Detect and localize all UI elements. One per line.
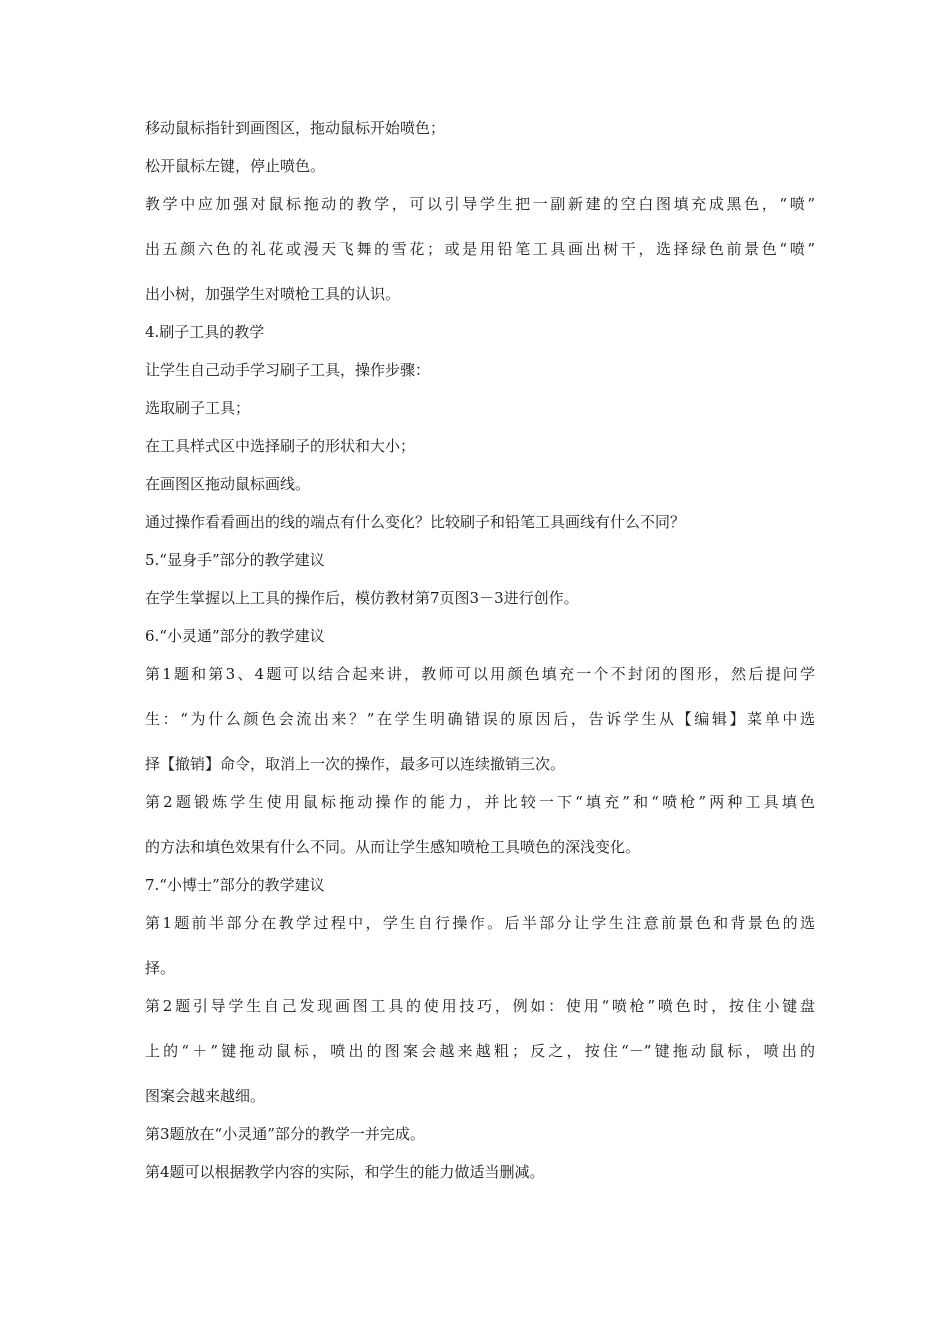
paragraph-line: 移动鼠标指针到画图区，拖动鼠标开始喷色；	[145, 119, 446, 137]
paragraph-line: 第4题可以根据教学内容的实际，和学生的能力做适当删减。	[145, 1163, 545, 1181]
paragraph-line: 在学生掌握以上工具的操作后，模仿教材第7页图3－3进行创作。	[145, 589, 579, 607]
paragraph-line: 在工具样式区中选择刷子的形状和大小；	[145, 437, 416, 455]
paragraph-line: 让学生自己动手学习刷子工具，操作步骤：	[145, 361, 431, 379]
paragraph-line: 图案会越来越细。	[145, 1087, 266, 1105]
paragraph-line: 第3题放在“小灵通”部分的教学一并完成。	[145, 1125, 425, 1143]
document-body	[145, 121, 815, 1180]
paragraph-line: 择。	[145, 959, 176, 977]
paragraph-line: 第1题和第3、4题可以结合起来讲，教师可以用颜色填充一个不封闭的图形，然后提问学	[145, 665, 815, 683]
paragraph-line: 上的“＋”键拖动鼠标，喷出的图案会越来越粗；反之，按住“－”键拖动鼠标，喷出的	[145, 1042, 815, 1060]
section-heading: 4.刷子工具的教学	[145, 323, 265, 341]
section-heading: 5.“显身手”部分的教学建议	[145, 551, 325, 569]
paragraph-line: 在画图区拖动鼠标画线。	[145, 475, 311, 493]
paragraph-line: 的方法和填色效果有什么不同。从而让学生感知喷枪工具喷色的深浅变化。	[145, 838, 641, 856]
paragraph-line: 第2题锻炼学生使用鼠标拖动操作的能力，并比较一下“填充”和“喷枪”两种工具填色	[145, 793, 815, 811]
paragraph-line: 第1题前半部分在教学过程中，学生自行操作。后半部分让学生注意前景色和背景色的选	[145, 914, 815, 932]
paragraph-line: 松开鼠标左键，停止喷色。	[145, 157, 326, 175]
paragraph-line: 教学中应加强对鼠标拖动的教学，可以引导学生把一副新建的空白图填充成黑色，“喷”	[145, 195, 815, 213]
paragraph-line: 生：“为什么颜色会流出来？”在学生明确错误的原因后，告诉学生从【编辑】菜单中选	[145, 710, 815, 728]
paragraph-line: 选取刷子工具；	[145, 399, 251, 417]
section-heading: 7.“小博士”部分的教学建议	[145, 876, 325, 894]
paragraph-line: 出小树，加强学生对喷枪工具的认识。	[145, 285, 401, 303]
paragraph-line: 通过操作看看画出的线的端点有什么变化？比较刷子和铅笔工具画线有什么不同？	[145, 513, 686, 531]
paragraph-line: 择【撤销】命令，取消上一次的操作，最多可以连续撤销三次。	[145, 755, 566, 773]
paragraph-line: 第2题引导学生自己发现画图工具的使用技巧，例如：使用“喷枪”喷色时，按住小键盘	[145, 997, 815, 1015]
section-heading: 6.“小灵通”部分的教学建议	[145, 627, 325, 645]
paragraph-line: 出五颜六色的礼花或漫天飞舞的雪花；或是用铅笔工具画出树干，选择绿色前景色“喷”	[145, 240, 815, 258]
